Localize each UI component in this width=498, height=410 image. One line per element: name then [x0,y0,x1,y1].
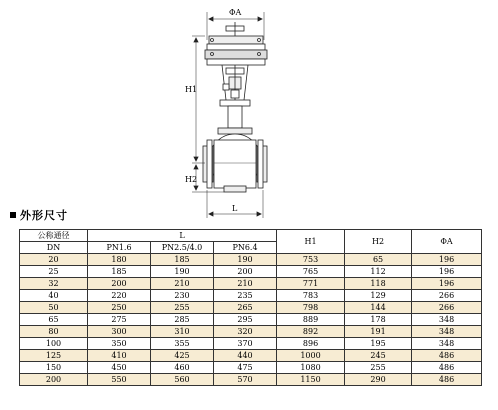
cell-h1: 765 [277,266,345,278]
cell-phiA: 266 [412,302,482,314]
cell-h1: 783 [277,290,345,302]
cell-dn: 40 [20,290,88,302]
cell-h1: 892 [277,326,345,338]
header-dn-en: DN [20,242,88,254]
table-row [20,290,482,302]
table-row [20,302,482,314]
cell-h1: 771 [277,278,345,290]
cell-l-pn16: 410 [88,350,151,362]
cell-h1: 798 [277,302,345,314]
header-h2: H2 [345,230,412,254]
cell-dn: 80 [20,326,88,338]
cell-l-pn16: 350 [88,338,151,350]
cell-h2: 178 [345,314,412,326]
cell-dn: 65 [20,314,88,326]
cell-phiA: 486 [412,350,482,362]
cell-phiA: 348 [412,338,482,350]
cell-phiA: 266 [412,290,482,302]
cell-phiA: 486 [412,374,482,386]
cell-h2: 255 [345,362,412,374]
cell-dn: 200 [20,374,88,386]
cell-l-pn254: 255 [151,302,214,314]
cell-h2: 65 [345,254,412,266]
header-l: L [88,230,277,242]
cell-l-pn16: 275 [88,314,151,326]
cell-h1: 889 [277,314,345,326]
dimension-table [19,229,482,386]
dim-l-label: L [232,204,238,213]
dim-h2-label: H2 [185,175,198,184]
section-title-text: 外形尺寸 [20,209,68,222]
cell-l-pn16: 180 [88,254,151,266]
table-row [20,326,482,338]
table-row [20,278,482,290]
cell-l-pn64: 440 [214,350,277,362]
section-title [10,208,68,222]
cell-l-pn16: 550 [88,374,151,386]
table-row [20,266,482,278]
cell-l-pn16: 250 [88,302,151,314]
cell-h2: 191 [345,326,412,338]
cell-h1: 1150 [277,374,345,386]
table-row [20,338,482,350]
cell-l-pn254: 185 [151,254,214,266]
cell-l-pn254: 460 [151,362,214,374]
cell-l-pn254: 355 [151,338,214,350]
header-pn64: PN6.4 [214,242,277,254]
table-row [20,314,482,326]
header-pn16: PN1.6 [88,242,151,254]
cell-dn: 20 [20,254,88,266]
cell-h1: 1080 [277,362,345,374]
cell-l-pn64: 265 [214,302,277,314]
cell-l-pn254: 285 [151,314,214,326]
cell-l-pn254: 210 [151,278,214,290]
table-row [20,254,482,266]
cell-l-pn64: 190 [214,254,277,266]
cell-l-pn254: 560 [151,374,214,386]
cell-l-pn16: 200 [88,278,151,290]
cell-l-pn64: 295 [214,314,277,326]
dim-phiA-label: ΦA [229,8,242,17]
cell-l-pn254: 425 [151,350,214,362]
cell-l-pn64: 200 [214,266,277,278]
cell-l-pn254: 190 [151,266,214,278]
cell-dn: 100 [20,338,88,350]
header-dn-cn: 公称通径 [20,230,88,242]
cell-l-pn16: 450 [88,362,151,374]
cell-phiA: 486 [412,362,482,374]
cell-dn: 32 [20,278,88,290]
cell-l-pn64: 475 [214,362,277,374]
cell-l-pn64: 235 [214,290,277,302]
cell-h2: 112 [345,266,412,278]
cell-h2: 245 [345,350,412,362]
cell-h1: 896 [277,338,345,350]
table-row [20,362,482,374]
cell-l-pn64: 320 [214,326,277,338]
cell-h2: 118 [345,278,412,290]
square-bullet-icon [10,212,16,218]
cell-h2: 129 [345,290,412,302]
cell-dn: 25 [20,266,88,278]
header-pn254: PN2.5/4.0 [151,242,214,254]
cell-l-pn64: 370 [214,338,277,350]
table-row [20,374,482,386]
cell-phiA: 196 [412,278,482,290]
header-h1: H1 [277,230,345,254]
cell-h2: 144 [345,302,412,314]
cell-l-pn64: 210 [214,278,277,290]
cell-phiA: 348 [412,326,482,338]
cell-dn: 125 [20,350,88,362]
cell-l-pn254: 230 [151,290,214,302]
cell-l-pn254: 310 [151,326,214,338]
cell-l-pn16: 300 [88,326,151,338]
cell-h2: 290 [345,374,412,386]
cell-l-pn16: 220 [88,290,151,302]
cell-l-pn64: 570 [214,374,277,386]
cell-phiA: 196 [412,254,482,266]
cell-l-pn16: 185 [88,266,151,278]
cell-phiA: 196 [412,266,482,278]
cell-h2: 195 [345,338,412,350]
cell-h1: 1000 [277,350,345,362]
dim-h1-label: H1 [185,85,198,94]
header-phiA: ΦA [412,230,482,254]
cell-dn: 50 [20,302,88,314]
cell-dn: 150 [20,362,88,374]
cell-h1: 753 [277,254,345,266]
cell-phiA: 348 [412,314,482,326]
table-row [20,350,482,362]
